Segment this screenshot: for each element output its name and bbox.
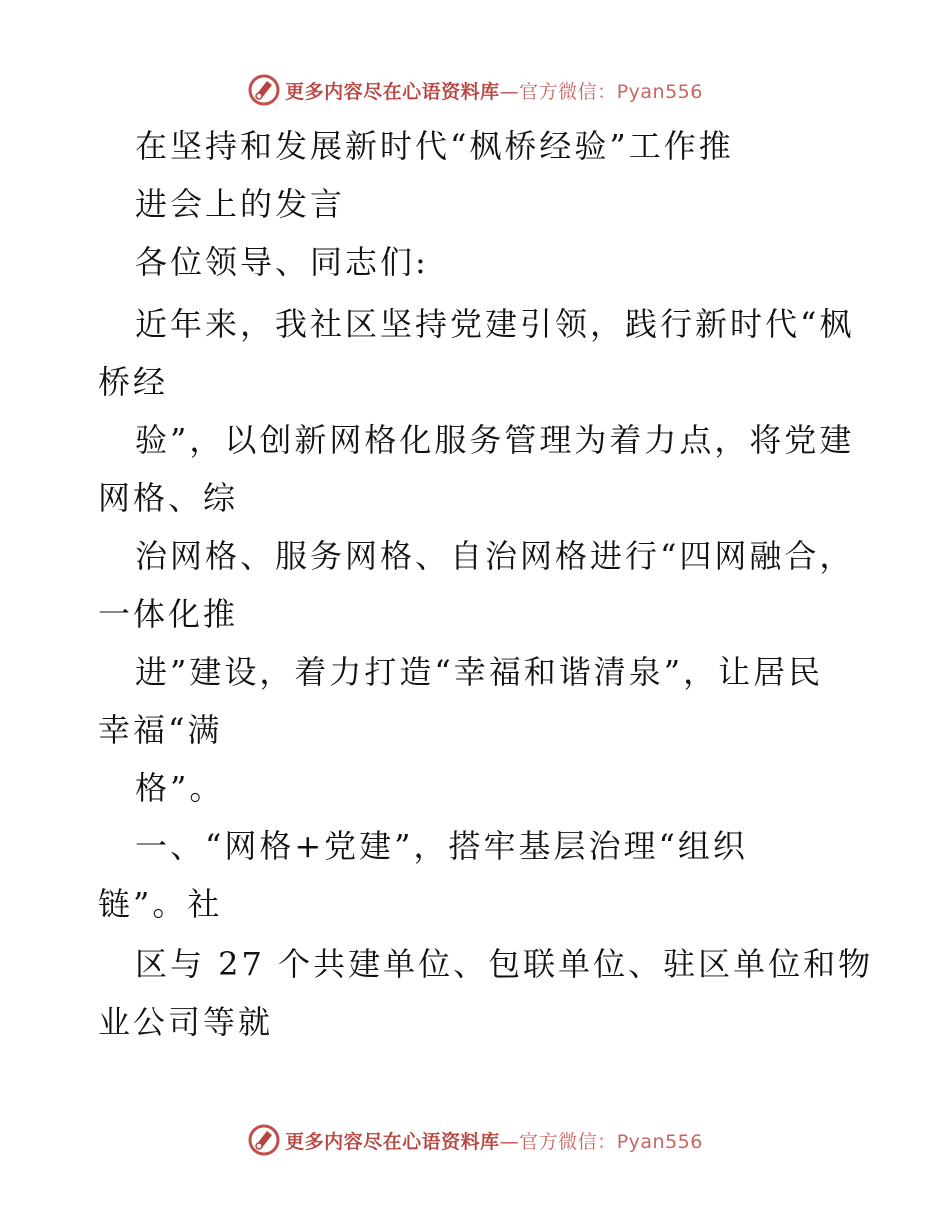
title-line-1: 在坚持和发展新时代“枫桥经验”工作推 — [135, 127, 734, 165]
paragraph-line: 网格、综 — [98, 479, 239, 517]
watermark-text — [285, 1127, 703, 1154]
paragraph-line: 格”。 — [135, 769, 225, 807]
paragraph-line: 近年来，我社区坚持党建引领，践行新时代“枫 — [135, 305, 855, 343]
watermark-wechat-label: 官方微信： — [519, 1130, 617, 1153]
section-heading-line: 一、“网格+党建”，搭牢基层治理“组织 — [135, 827, 748, 865]
watermark-dash: — — [499, 1130, 520, 1153]
watermark-dash: — — [499, 80, 520, 103]
paragraph-line: 治网格、服务网格、自治网格进行“四网融合， — [135, 537, 855, 575]
paragraph-line: 幸福“满 — [98, 711, 223, 749]
brand-logo-icon — [247, 73, 281, 107]
watermark-main: 更多内容尽在心语资料库 — [285, 80, 500, 103]
watermark-main: 更多内容尽在心语资料库 — [285, 1130, 500, 1153]
watermark-wechat-label: 官方微信： — [519, 80, 617, 103]
salutation: 各位领导、同志们: — [135, 243, 429, 281]
watermark-wechat-id: Pyan556 — [616, 80, 703, 103]
paragraph-line: 区与 27 个共建单位、包联单位、驻区单位和物 — [135, 945, 874, 983]
paragraph-line: 桥经 — [98, 363, 169, 401]
paragraph-line: 业公司等就 — [98, 1003, 274, 1041]
title-line-2: 进会上的发言 — [135, 185, 346, 223]
section-heading-line: 链”。社 — [98, 885, 223, 923]
brand-logo-icon — [247, 1123, 281, 1157]
watermark-wechat-id: Pyan556 — [616, 1130, 703, 1153]
paragraph-line: 进”建设，着力打造“幸福和谐清泉”，让居民 — [135, 653, 824, 691]
header-watermark — [0, 70, 950, 110]
paragraph-line: 验”，以创新网格化服务管理为着力点，将党建 — [135, 421, 855, 459]
watermark-text — [285, 77, 703, 104]
paragraph-line: 一体化推 — [98, 595, 239, 633]
footer-watermark — [0, 1120, 950, 1160]
